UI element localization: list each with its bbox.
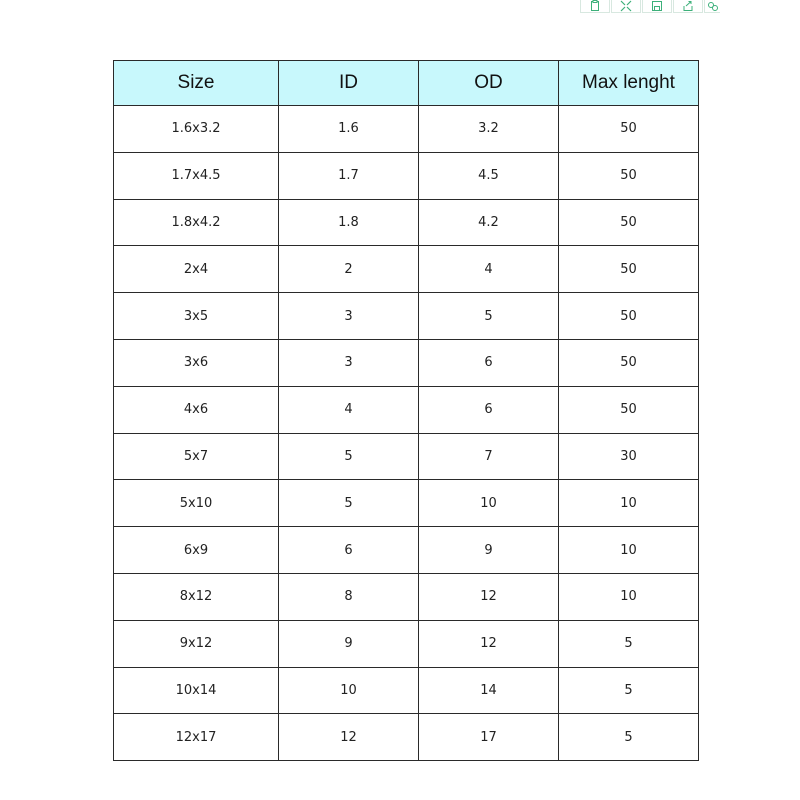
cell-id: 12 bbox=[279, 714, 419, 761]
cell-size: 9x12 bbox=[114, 620, 279, 667]
cell-size: 12x17 bbox=[114, 714, 279, 761]
cell-od: 4.2 bbox=[419, 199, 559, 246]
table-row bbox=[114, 527, 699, 574]
table-row bbox=[114, 106, 699, 153]
share-button[interactable] bbox=[673, 0, 703, 13]
expand-button[interactable] bbox=[611, 0, 641, 13]
cell-max-length: 50 bbox=[559, 106, 699, 153]
cell-max-length: 30 bbox=[559, 433, 699, 480]
cell-size: 3x5 bbox=[114, 293, 279, 340]
cell-id: 1.7 bbox=[279, 152, 419, 199]
table-row bbox=[114, 293, 699, 340]
cell-max-length: 50 bbox=[559, 339, 699, 386]
column-header-od: OD bbox=[419, 61, 559, 106]
cell-id: 1.6 bbox=[279, 106, 419, 153]
cell-od: 6 bbox=[419, 386, 559, 433]
column-header-id: ID bbox=[279, 61, 419, 106]
table-row bbox=[114, 433, 699, 480]
cell-id: 3 bbox=[279, 339, 419, 386]
cell-id: 1.8 bbox=[279, 199, 419, 246]
table-row bbox=[114, 667, 699, 714]
cell-id: 9 bbox=[279, 620, 419, 667]
save-button[interactable] bbox=[642, 0, 672, 13]
save-icon bbox=[651, 0, 663, 12]
cell-max-length: 50 bbox=[559, 152, 699, 199]
table-row bbox=[114, 199, 699, 246]
share-icon bbox=[682, 0, 694, 12]
cell-size: 4x6 bbox=[114, 386, 279, 433]
cell-id: 6 bbox=[279, 527, 419, 574]
cell-od: 4.5 bbox=[419, 152, 559, 199]
cell-max-length: 50 bbox=[559, 199, 699, 246]
clipboard-button[interactable] bbox=[580, 0, 610, 13]
size-spec-table bbox=[113, 60, 699, 761]
cell-size: 1.6x3.2 bbox=[114, 106, 279, 153]
cell-max-length: 10 bbox=[559, 573, 699, 620]
cell-max-length: 50 bbox=[559, 246, 699, 293]
cell-max-length: 50 bbox=[559, 293, 699, 340]
cell-size: 5x7 bbox=[114, 433, 279, 480]
cell-max-length: 5 bbox=[559, 714, 699, 761]
cell-od: 17 bbox=[419, 714, 559, 761]
column-header-size: Size bbox=[114, 61, 279, 106]
link-icon bbox=[707, 0, 719, 12]
image-toolbar bbox=[580, 0, 725, 15]
cell-id: 4 bbox=[279, 386, 419, 433]
cell-max-length: 5 bbox=[559, 667, 699, 714]
cell-id: 10 bbox=[279, 667, 419, 714]
cell-od: 5 bbox=[419, 293, 559, 340]
cell-od: 14 bbox=[419, 667, 559, 714]
cell-od: 3.2 bbox=[419, 106, 559, 153]
cell-size: 1.8x4.2 bbox=[114, 199, 279, 246]
cell-id: 3 bbox=[279, 293, 419, 340]
cell-max-length: 5 bbox=[559, 620, 699, 667]
cell-size: 10x14 bbox=[114, 667, 279, 714]
cell-od: 12 bbox=[419, 573, 559, 620]
table-row bbox=[114, 714, 699, 761]
cell-od: 10 bbox=[419, 480, 559, 527]
table-header-row bbox=[114, 61, 699, 106]
column-header-max-length: Max lenght bbox=[559, 61, 699, 106]
table-row bbox=[114, 246, 699, 293]
link-button[interactable] bbox=[704, 0, 720, 13]
cell-od: 7 bbox=[419, 433, 559, 480]
table-row bbox=[114, 386, 699, 433]
cell-size: 5x10 bbox=[114, 480, 279, 527]
cell-size: 1.7x4.5 bbox=[114, 152, 279, 199]
cell-max-length: 50 bbox=[559, 386, 699, 433]
cell-id: 2 bbox=[279, 246, 419, 293]
cell-id: 5 bbox=[279, 433, 419, 480]
cell-max-length: 10 bbox=[559, 480, 699, 527]
cell-od: 12 bbox=[419, 620, 559, 667]
table-row bbox=[114, 480, 699, 527]
cell-od: 9 bbox=[419, 527, 559, 574]
table-row bbox=[114, 339, 699, 386]
cell-id: 8 bbox=[279, 573, 419, 620]
cell-id: 5 bbox=[279, 480, 419, 527]
table-row bbox=[114, 620, 699, 667]
cell-size: 2x4 bbox=[114, 246, 279, 293]
table-row bbox=[114, 152, 699, 199]
clipboard-icon bbox=[589, 0, 601, 12]
cell-max-length: 10 bbox=[559, 527, 699, 574]
cell-size: 3x6 bbox=[114, 339, 279, 386]
cell-od: 6 bbox=[419, 339, 559, 386]
cell-size: 6x9 bbox=[114, 527, 279, 574]
expand-arrows-icon bbox=[620, 0, 632, 12]
table-row bbox=[114, 573, 699, 620]
cell-size: 8x12 bbox=[114, 573, 279, 620]
cell-od: 4 bbox=[419, 246, 559, 293]
